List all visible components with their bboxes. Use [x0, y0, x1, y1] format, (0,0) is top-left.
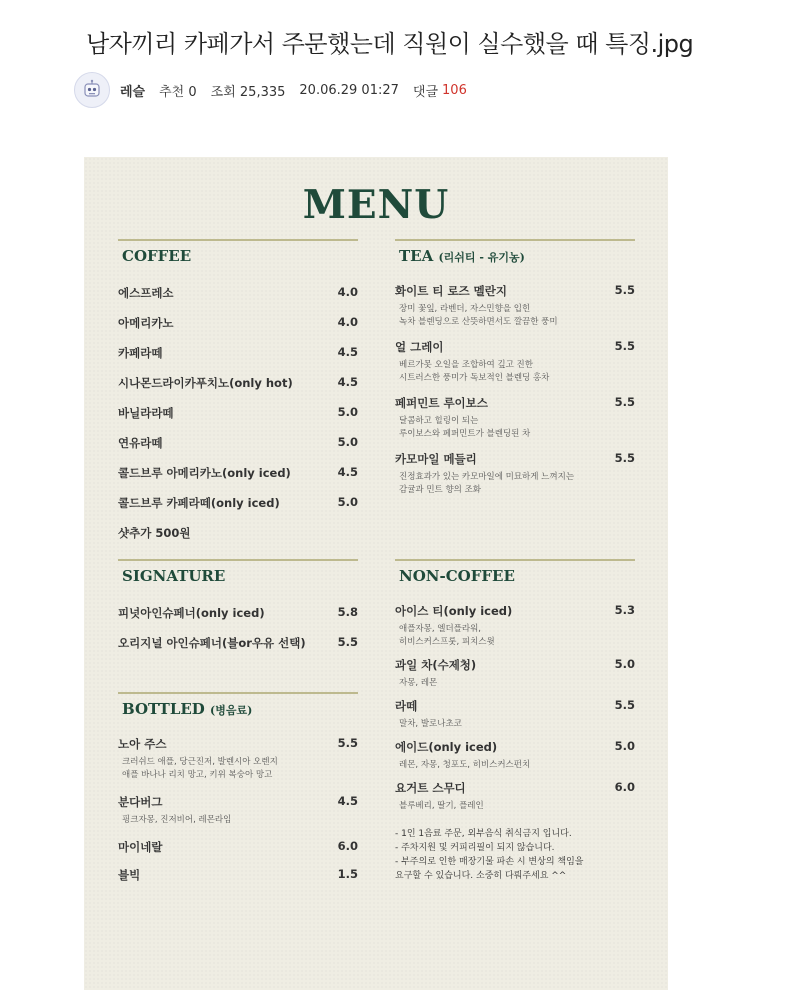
menu-item-name: 카모마일 메들리 [395, 452, 477, 466]
comments-count[interactable]: 106 [442, 82, 467, 98]
menu-item-price: 4.5 [337, 465, 358, 479]
menu-item [118, 465, 358, 481]
menu-item-price: 4.5 [337, 375, 358, 389]
bottled-section [118, 692, 358, 895]
menu-item [118, 405, 358, 421]
menu-item [395, 739, 635, 772]
policy-note: 요구할 수 있습니다. 소중히 다뤄주세요 ^^ [395, 871, 567, 881]
menu-item [118, 794, 358, 827]
view-count: 조회 25,335 [210, 84, 286, 100]
menu-item-price: 5.5 [337, 736, 358, 750]
menu-item [118, 315, 358, 331]
menu-item-name: 페퍼민트 루이보스 [395, 396, 488, 410]
menu-item-description: 베르가못 오일을 조합하여 깊고 진한 시트러스한 풍미가 독보적인 블렌딩 홍차 [399, 360, 550, 383]
menu-item-price: 5.0 [337, 405, 358, 419]
coffee-heading: COFFEE [122, 247, 192, 265]
post-date: 20.06.29 01:27 [299, 82, 399, 98]
menu-item-description: 달콤하고 힐링이 되는 루이보스와 페퍼민트가 블렌딩된 차 [399, 416, 531, 439]
menu-item-name: 피넛아인슈페너(only iced) [118, 606, 265, 620]
menu-image [84, 157, 668, 990]
menu-item-name: 연유라떼 [118, 436, 163, 450]
signature-heading: SIGNATURE [122, 567, 226, 585]
menu-item-name: 에이드(only iced) [395, 740, 498, 754]
policy-note: - 주차지원 및 커피리필이 되지 않습니다. [395, 843, 555, 853]
menu-item-name: 바닐라라떼 [118, 406, 174, 420]
tea-heading: TEA (리쉬티 - 유기농) [399, 247, 525, 265]
menu-item-price: 4.5 [337, 345, 358, 359]
shot-extra-note: 샷추가 500원 [118, 526, 191, 540]
menu-item-price: 5.8 [337, 605, 358, 619]
menu-right-column [395, 239, 635, 881]
menu-item-price: 5.3 [614, 603, 635, 617]
menu-item [395, 698, 635, 731]
menu-item [395, 780, 635, 813]
menu-item [118, 345, 358, 361]
signature-section [118, 559, 358, 665]
menu-item-price: 5.5 [614, 339, 635, 353]
menu-item-description: 말차, 발로나초코 [399, 719, 462, 729]
menu-item-name: 과일 차(수제청) [395, 658, 477, 672]
menu-item [118, 495, 358, 511]
noncoffee-heading: NON-COFFEE [399, 567, 515, 585]
menu-item-description: 자몽, 레몬 [399, 678, 438, 688]
menu-item-description: 핑크자몽, 진저비어, 레몬라임 [122, 815, 232, 825]
menu-item [118, 285, 358, 301]
menu-item-name: 얼 그레이 [395, 340, 444, 354]
noncoffee-section [395, 559, 635, 883]
menu-item-name: 콜드브루 아메리카노(only iced) [118, 466, 291, 480]
menu-item-description: 레몬, 자몽, 청포도, 히비스커스펀치 [399, 760, 531, 770]
menu-item-price: 5.0 [614, 739, 635, 753]
menu-item [395, 657, 635, 690]
menu-item [395, 283, 635, 329]
menu-item-price: 4.0 [337, 285, 358, 299]
menu-item [118, 635, 358, 651]
post-title: 남자끼리 카페가서 주문했는데 직원이 실수했을 때 특징.jpg [86, 30, 694, 58]
menu-title: MENU [302, 182, 450, 228]
bottled-heading: BOTTLED (병음료) [122, 700, 253, 718]
menu-item [118, 736, 358, 782]
menu-item [118, 605, 358, 621]
menu-item-price: 6.0 [337, 839, 358, 853]
tea-section [395, 239, 635, 497]
menu-item-price: 5.0 [337, 495, 358, 509]
menu-item [395, 603, 635, 649]
menu-item [118, 867, 358, 883]
menu-item-name: 아메리카노 [118, 316, 174, 330]
menu-item-price: 4.0 [337, 315, 358, 329]
menu-item-description: 진정효과가 있는 카모마일에 미묘하게 느껴지는 감귤과 민트 향의 조화 [399, 472, 575, 495]
menu-item-name: 아이스 티(only iced) [395, 604, 513, 618]
menu-item-description: 애플자몽, 엘더플라워, 히비스커스프룻, 피치스윗 [399, 624, 495, 647]
policy-note: - 부주의로 인한 매장기물 파손 시 변상의 책임을 [395, 857, 584, 867]
menu-item-price: 5.5 [337, 635, 358, 649]
menu-item [395, 339, 635, 385]
menu-item [118, 839, 358, 855]
menu-item-name: 화이트 티 로즈 멜란지 [395, 284, 507, 298]
menu-left-column [118, 239, 358, 882]
menu-item [118, 435, 358, 451]
recommend-count: 추천 0 [159, 84, 197, 100]
menu-item-name: 시나몬드라이카푸치노(only hot) [118, 376, 293, 390]
menu-item-name: 마이네랄 [118, 840, 163, 854]
menu-item-price: 5.0 [337, 435, 358, 449]
robot-avatar-icon[interactable] [74, 72, 110, 108]
menu-item-description: 크러쉬드 애플, 당근진저, 발렌시아 오렌지 애플 바나나 리치 망고, 키위 복숭아 망고 [122, 757, 278, 780]
menu-item-price: 5.5 [614, 395, 635, 409]
menu-item-name: 라떼 [395, 699, 418, 713]
menu-item-price: 5.5 [614, 698, 635, 712]
menu-item-price: 6.0 [614, 780, 635, 794]
menu-item-name: 요거트 스무디 [395, 781, 466, 795]
menu-item-name: 에스프레소 [118, 286, 174, 300]
menu-item-name: 노아 주스 [118, 737, 167, 751]
policy-note: - 1인 1음료 주문, 외부음식 취식금지 입니다. [395, 829, 572, 839]
menu-item [395, 395, 635, 441]
menu-item-price: 5.5 [614, 283, 635, 297]
menu-item-name: 분다버그 [118, 795, 163, 809]
menu-item-name: 블빅 [118, 868, 141, 882]
menu-item-name: 오리지널 아인슈페너(블or우유 선택) [118, 636, 306, 650]
menu-item-description: 장미 꽃잎, 라벤더, 자스민향을 입힌 녹차 블렌딩으로 산뜻하면서도 깔끔한 풍미 [399, 304, 558, 327]
comments-label[interactable]: 댓글 [412, 84, 439, 100]
menu-item-price: 5.0 [614, 657, 635, 671]
coffee-section [118, 239, 358, 541]
menu-item-price: 4.5 [337, 794, 358, 808]
menu-item-name: 콜드브루 카페라떼(only iced) [118, 496, 280, 510]
menu-item-price: 1.5 [337, 867, 358, 881]
menu-item [118, 375, 358, 391]
menu-item-price: 5.5 [614, 451, 635, 465]
menu-item-name: 카페라떼 [118, 346, 163, 360]
menu-item [395, 451, 635, 497]
menu-item-description: 블루베리, 딸기, 플레인 [399, 801, 484, 811]
author-name[interactable]: 레슬 [120, 84, 146, 100]
post-meta [74, 72, 467, 108]
